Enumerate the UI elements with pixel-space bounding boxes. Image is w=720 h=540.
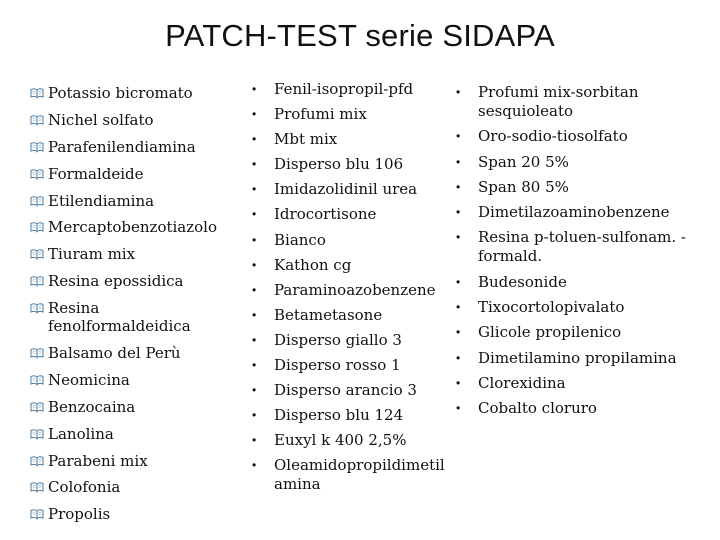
list-item: • Dimetilamino propilamina bbox=[456, 348, 677, 367]
list-item: Mercaptobenzotiazolo bbox=[30, 218, 230, 236]
list-item: Neomicina bbox=[30, 371, 230, 389]
list-item: • Disperso rosso 1 bbox=[252, 356, 401, 375]
bullet: • bbox=[252, 458, 257, 473]
bullet: • bbox=[252, 383, 257, 398]
bullet: • bbox=[456, 401, 461, 416]
list-item: • Mbt mix bbox=[252, 130, 338, 149]
list-item: • Disperso blu 124 bbox=[252, 406, 404, 425]
bullet: • bbox=[252, 132, 257, 147]
list-item: • Kathon cg bbox=[252, 255, 352, 274]
bullet: • bbox=[456, 375, 461, 390]
bullet: • bbox=[456, 350, 461, 365]
book-icon bbox=[30, 401, 44, 413]
bullet: • bbox=[252, 358, 257, 373]
bullet: • bbox=[252, 408, 257, 423]
bullet: • bbox=[252, 307, 257, 322]
book-icon bbox=[30, 347, 44, 359]
list-item: Formaldeide bbox=[30, 165, 230, 183]
list-item: • Profumi mix bbox=[252, 105, 367, 124]
list-item: • Oleamidopropildimetilamina bbox=[252, 456, 445, 494]
list-item: • Disperso blu 106 bbox=[252, 155, 404, 174]
book-icon bbox=[30, 508, 44, 520]
bullet: • bbox=[456, 205, 461, 220]
bullet: • bbox=[456, 230, 461, 245]
bullet: • bbox=[252, 157, 257, 172]
list-item: • Span 80 5% bbox=[456, 177, 569, 196]
bullet: • bbox=[456, 85, 461, 99]
list-item: Parabeni mix bbox=[30, 452, 230, 470]
book-icon bbox=[30, 455, 44, 467]
bullet: • bbox=[456, 274, 461, 289]
book-icon bbox=[30, 221, 44, 233]
list-item: • Idrocortisone bbox=[252, 205, 377, 224]
list-item: • Dimetilazoaminobenzene bbox=[456, 203, 670, 222]
list-item: Tiuram mix bbox=[30, 245, 230, 263]
bullet: • bbox=[456, 179, 461, 194]
list-item: Balsamo del Perù bbox=[30, 344, 230, 362]
book-icon bbox=[30, 374, 44, 386]
book-icon bbox=[30, 248, 44, 260]
list-item: • Betametasone bbox=[252, 305, 383, 324]
list-item: • Profumi mix-sorbitan sesquioleato bbox=[456, 83, 639, 120]
list-item: • Glicole propilenico bbox=[456, 323, 622, 342]
list-item: Colofonia bbox=[30, 478, 230, 496]
list-item: Benzocaina bbox=[30, 398, 230, 416]
list-item: Parafenilendiamina bbox=[30, 138, 230, 156]
bullet: • bbox=[252, 107, 257, 122]
bullet: • bbox=[252, 282, 257, 297]
list-item: • Disperso arancio 3 bbox=[252, 381, 417, 400]
list-item: Nichel solfato bbox=[30, 111, 230, 129]
bullet: • bbox=[456, 300, 461, 315]
list-item: • Cobalto cloruro bbox=[456, 399, 597, 418]
list-item: Resina fenolformaldeidica bbox=[30, 299, 230, 335]
allergen-list-column-2 bbox=[248, 80, 448, 501]
list-item: Lanolina bbox=[30, 425, 230, 443]
list-item: • Tixocortolopivalato bbox=[456, 298, 625, 317]
list-item: Etilendiamina bbox=[30, 192, 230, 210]
list-item: Resina epossidica bbox=[30, 272, 230, 290]
list-item: • Fenil-isopropil-pfd bbox=[252, 80, 414, 98]
list-item: • Bianco bbox=[252, 230, 326, 249]
book-icon bbox=[30, 114, 44, 126]
page-title: PATCH-TEST serie SIDAPA bbox=[165, 18, 555, 53]
list-item: • Span 20 5% bbox=[456, 152, 569, 171]
bullet: • bbox=[252, 207, 257, 222]
list-item: • Euxyl k 400 2,5% bbox=[252, 431, 407, 450]
list-item: • Oro-sodio-tiosolfato bbox=[456, 127, 628, 146]
bullet: • bbox=[456, 325, 461, 340]
list-item: • Paraminoazobenzene bbox=[252, 280, 436, 299]
book-icon bbox=[30, 481, 44, 493]
book-icon bbox=[30, 87, 44, 99]
list-item: • Disperso giallo 3 bbox=[252, 330, 402, 349]
list-item: Potassio bicromato bbox=[30, 84, 230, 102]
list-item: Propolis bbox=[30, 505, 230, 523]
bullet: • bbox=[252, 232, 257, 247]
list-item: • Budesonide bbox=[456, 272, 567, 291]
book-icon bbox=[30, 195, 44, 207]
bullet: • bbox=[252, 433, 257, 448]
allergen-list-column-1 bbox=[30, 84, 230, 532]
bullet: • bbox=[252, 332, 257, 347]
book-icon bbox=[30, 302, 44, 314]
bullet: • bbox=[456, 154, 461, 169]
list-item: • Clorexidina bbox=[456, 373, 566, 392]
allergen-list-column-3 bbox=[452, 83, 720, 425]
bullet: • bbox=[252, 257, 257, 272]
list-item: • Resina p-toluen-sulfonam. -formald. bbox=[456, 228, 687, 266]
book-icon bbox=[30, 275, 44, 287]
list-item: • Imidazolidinil urea bbox=[252, 180, 418, 199]
book-icon bbox=[30, 168, 44, 180]
bullet: • bbox=[456, 129, 461, 144]
bullet: • bbox=[252, 182, 257, 197]
bullet: • bbox=[252, 82, 257, 96]
book-icon bbox=[30, 428, 44, 440]
book-icon bbox=[30, 141, 44, 153]
